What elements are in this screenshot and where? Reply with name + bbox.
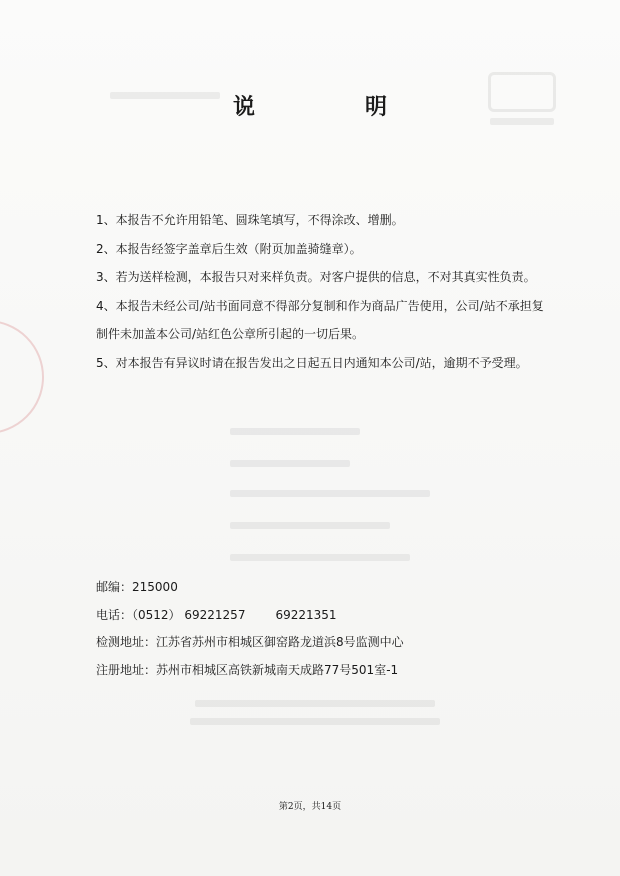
notes-list bbox=[96, 206, 548, 377]
show-through-text bbox=[195, 700, 435, 707]
phone-label: 电话： bbox=[96, 607, 133, 622]
show-through-text bbox=[230, 460, 350, 467]
test-address-label: 检测地址： bbox=[96, 635, 157, 649]
phone-value-1: （0512） 69221257 bbox=[132, 607, 246, 622]
registered-address-value: 苏州市相城区高铁新城南天成路77号501室-1 bbox=[156, 662, 399, 677]
show-through-text bbox=[230, 428, 360, 435]
contact-info bbox=[96, 574, 556, 684]
postcode-line bbox=[96, 574, 556, 602]
test-address-line bbox=[96, 629, 556, 657]
show-through-text bbox=[230, 490, 430, 497]
show-through-text bbox=[230, 554, 410, 561]
note-1: 1、本报告不允许用铅笔、圆珠笔填写，不得涂改、增删。 bbox=[96, 213, 404, 227]
postcode-label: 邮编： bbox=[96, 580, 133, 594]
registered-address-line bbox=[96, 657, 556, 685]
show-through-text bbox=[190, 718, 440, 725]
registered-address-label: 注册地址： bbox=[96, 662, 157, 677]
phone-value-2: 69221351 bbox=[275, 607, 337, 622]
partial-seal-stamp bbox=[0, 320, 44, 434]
page-number: 第2页，共14页 bbox=[278, 802, 342, 812]
note-4: 4、本报告未经公司/站书面同意不得部分复制和作为商品广告使用，公司/站不承担复制件未加盖本公司/站红色公章所引起的一切后果。 bbox=[96, 298, 544, 341]
note-5: 5、对本报告有异议时请在报告发出之日起五日内通知本公司/站，逾期不予受理。 bbox=[96, 355, 528, 370]
postcode-value: 215000 bbox=[132, 580, 178, 594]
phone-line bbox=[96, 602, 556, 630]
show-through-text bbox=[230, 522, 390, 529]
page-title: 说明 bbox=[232, 94, 497, 120]
note-2: 2、本报告经签字盖章后生效（附页加盖骑缝章）。 bbox=[96, 241, 362, 256]
note-3: 3、若为送样检测，本报告只对来样负责。对客户提供的信息，不对其真实性负责。 bbox=[96, 270, 536, 284]
test-address-value: 江苏省苏州市相城区御窑路龙道浜8号监测中心 bbox=[156, 635, 404, 649]
